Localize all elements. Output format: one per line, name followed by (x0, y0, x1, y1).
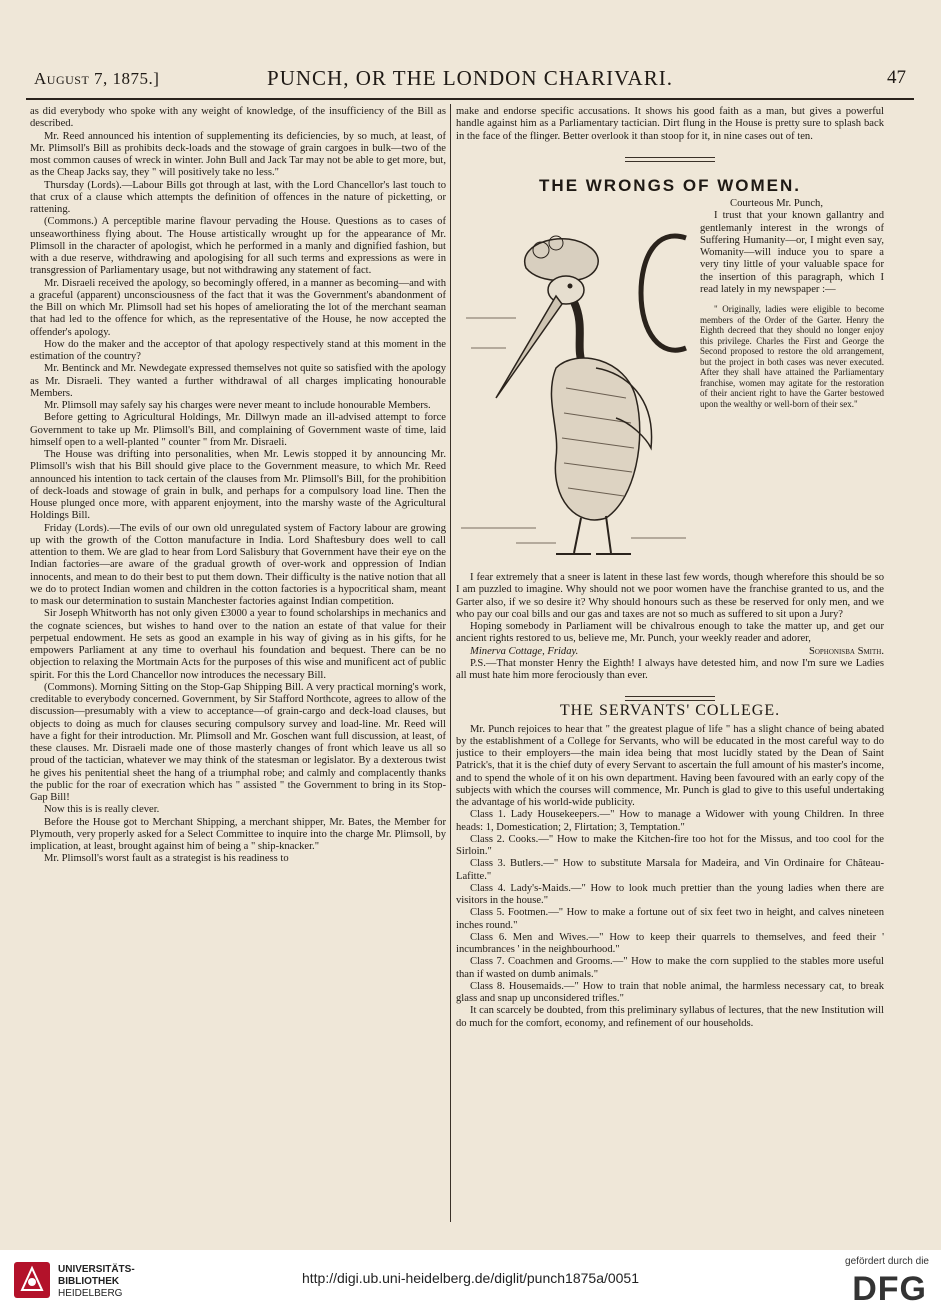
class-item: Class 3. Butlers.—" How to substitute Marsala for Madeira, and Vin Ordinaire for Château-Lafitte." (456, 858, 884, 882)
paragraph: How do the maker and the acceptor of that apology respectively stand at this moment in the estimation of the country? (30, 338, 446, 362)
column-divider (450, 104, 451, 1222)
paragraph: (Commons). Morning Sitting on the Stop-Gap Shipping Bill. A very practical morning's work, creditable to everybody concerned. Government, by Sir Stafford Northcote, agrees to allow of the discussion—presumably with a view to acceptance—of grain-cargo and deck-load clauses, but objects to doing as much for clauses securing compulsory survey and load-line. Mr. Reed will have a fight for their introduction. Mr. Plimsoll and Mr. Goschen want full discussion, at least, of these clauses. Mr. Disraeli made one of those masterly changes of front which leave us all so proud of the tactician, whatever we may think of the statesman or legislator. By a dexterous twist he gives his penitential sheet the hang of a triumphal robe; and calmly and complacently thanks the public for the roar of execration which has " assisted " the Government to bring in its Stop-Gap Bill! (30, 681, 446, 803)
dfg-logo: DFG (852, 1270, 927, 1308)
signature-row (456, 646, 884, 658)
page-number: 47 (887, 67, 906, 88)
paragraph: I trust that your known gallantry and gentlemanly interest in the wrongs of Suffering Humanity—or, I might even say, Womanity—will induce you to spare a very tiny little of your valuable space for the insertion of this paragraph, which I read lately in my newspaper :— (700, 210, 884, 295)
paragraph: Mr. Plimsoll's worst fault as a strategist is his readiness to (44, 853, 289, 865)
class-item: Class 6. Men and Wives.—" How to keep their quarrels to themselves, and feed their ' incumbrances ' in the neighbourhood." (456, 931, 884, 955)
left-column (30, 106, 446, 1222)
class-item: Class 2. Cooks.—" How to make the Kitchen-fire too hot for the Missus, and too cool for the Sirloin." (456, 833, 884, 857)
paragraph: Mr. Disraeli received the apology, so becomingly offered, in a manner as becoming—and with a graceful (apparent) unconsciousness of the fact that it was the Government's abandonment of the Bill on which Mr. Plimsoll had set his hopes of ameliorating the lot of the merchant seaman that had led to the offence for which, as the representative of the House, he now accepted the offender's apology. (30, 277, 446, 338)
header-title: PUNCH, OR THE LONDON CHARIVARI. (267, 66, 673, 90)
paragraph: It can scarcely be doubted, from this preliminary syllabus of lectures, that the new Institution will do much for the comfort, economy, and refinement of our households. (456, 1005, 884, 1029)
salutation: Courteous Mr. Punch, (730, 198, 823, 209)
source-url-link[interactable]: http://digi.ub.uni-heidelberg.de/diglit/punch1875a/0051 (301, 1270, 640, 1286)
section-rule (625, 157, 715, 162)
class-item: Class 5. Footmen.—" How to make a fortune out of six feet two in height, and calves nineteen inches round." (456, 907, 884, 931)
section-rule (625, 696, 715, 701)
paragraph: Before getting to Agricultural Holdings, Mr. Dillwyn made an ill-advised attempt to force Government to take up Mr. Plimsoll's Bill, and complaining of Government waste of time, laid himself open to a well-planted " counter " from Mr. Disraeli. (30, 412, 446, 448)
page-header (26, 64, 914, 100)
paragraph: Now this is is really clever. (44, 804, 160, 816)
right-column (456, 106, 884, 1222)
class-item: Class 8. Housemaids.—" How to train that noble animal, the harmless necessary cat, to break glass and snap up unconsidered trifles." (456, 980, 884, 1004)
paragraph: P.S.—That monster Henry the Eighth! I always have detested him, and now I'm sure we Ladies all must hate him more ferociously than ever. (456, 657, 884, 681)
funded-by-label: gefördert durch die (845, 1256, 929, 1267)
paragraph: Hoping somebody in Parliament will be chivalrous enough to take the matter up, and get our ancient rights restored to us, believe me, Mr. Punch, your weekly reader and adorer, (456, 621, 884, 645)
paragraph: Mr. Reed announced his intention of supplementing its deficiencies, by so much, at least, of Mr. Plimsoll's Bill as prohibits deck-loads and the stowage of grain cargoes in bulk—two of the most common causes of wreck in winter. John Bull and Jack Tar may not be able to get more, but, as the Cheap Jacks say, they " will positively take no less." (30, 130, 446, 179)
library-line: BIBLIOTHEK (58, 1276, 120, 1287)
quoted-paragraph: " Originally, ladies were eligible to become members of the Order of the Garter. Henry the Eighth decreed that they should no longer enjoy this privilege. Charles the First and George the Second proposed to restore the old arrangement, but the project in both cases was never executed. After they shall have attained the Parliamentary franchise, women may agitate for the restoration of their ancient right to have the Garter bestowed upon the wealthy or well-born of their sex." (700, 304, 884, 409)
class-item: Class 7. Coachmen and Grooms.—" How to make the corn supplied to the stables more useful than if wasted on dumb animals." (456, 956, 884, 980)
paragraph: Mr. Punch rejoices to hear that " the greatest plague of life " has a slight chance of being abated by the establishment of a College for Servants, who will be educated in the most careful way to do justice to their employers—the main idea being that most lucidly stated by the Dean of Saint Patrick's, that it is the chief duty of every Servant to ascertain the full amount of his master's income, and to spend the whole of it on his own department. Having been favoured with an early copy of the subjects with which the courses will commence, Mr. Punch is glad to give to this useful undertaking the advantage of his world-wide publicity. (456, 723, 884, 808)
paragraph: Mr. Plimsoll may safely say his charges were never meant to include honourable Members. (44, 400, 431, 411)
wrongs-illustration-block (456, 198, 884, 568)
crane-woman-illustration (456, 198, 696, 568)
paragraph: Thursday (Lords).—Labour Bills got through at last, with the Lord Chancellor's last touch to that crux of a clause which attempts the definition of offences in the nature of picketting, or rattening. (30, 179, 446, 215)
paragraph: Mr. Bentinck and Mr. Newdegate expressed themselves not quite so satisfied with the apology as Mr. Disraeli. They wanted a further withdrawal of all charges implicating honourable Members. (30, 363, 446, 399)
class-item: Class 1. Lady Housekeepers.—" How to manage a Widower with young Children. In three heads: 1, Domestication; 2, Flirtation; 3, Temptation." (456, 809, 884, 833)
paragraph: I fear extremely that a sneer is latent in these last few words, though wherefore this should be so I am puzzled to imagine. Why should not we poor women have the franchise granted to us, and the Garter also, if we so desire it? Why should honours such as these be reserved for only men, and we who pay our coal bills and our gas and taxes are not so much as suffered to sit upon a Jury? (456, 572, 884, 620)
wrongs-letter-intro (700, 198, 884, 409)
paragraph: make and endorse specific accusations. It shows his good faith as a man, but gives a powerful handle against him as a Parliamentary tactician. Dirt flung in the House is pretty sure to splash back in the face of the flinger. Better overlook it than stoop for it, in nine cases out of ten. (456, 106, 884, 142)
class-item: Class 4. Lady's-Maids.—" How to look much prettier than the young ladies when there are visitors in the house." (456, 882, 884, 906)
section-title-servants: THE SERVANTS' COLLEGE. (559, 702, 781, 720)
paragraph: Friday (Lords).—The evils of our own old unregulated system of Factory labour are growing up with the growth of the Cotton manufacture in India. Lord Shaftesbury does well to call attention to them. We are glad to hear from Lord Salisbury that Government have their eye on the Indian factories—are aware of the gradual growth of over-work and oppression of Indian innocents, and mean to do their best to put them down. Their difficulty is the native notion that all we do to protect Indian women and children in the cotton factories is a hypocritical sham, meant to mask our determination to sustain Manchester factories against Indian competition. (30, 522, 446, 607)
paragraph: Sir Joseph Whitworth has not only given £3000 a year to found scholarships in mechanics and the cognate sciences, but wishes to hand over to the nation an estate of that value for their perpetual endowment. He sets as good an example in his way of giving as in his gifts, for he empowers Parliament at any time to overhaul his foundation and bequest. There can be no objection to relaxing the Mortmain Acts for the purposes of this wise and munificent act of public spirit. For this the Lord Chancellor now introduces the necessary Bill. (30, 608, 446, 681)
letter-place: Minerva Cottage, Friday. (470, 645, 579, 657)
library-line: HEIDELBERG (58, 1288, 123, 1299)
paragraph: The House was drifting into personalities, when Mr. Lewis stopped it by announcing Mr. Plimsoll's wish that his Bill should give place to the Government measure, to which Mr. Reed announced his intention to tack certain of the clauses from Mr. Plimsoll's Bill, for the prohibition of deck-loads and stowage of grain in bulk, and perhaps for a compulsory load line. Then the House plunged once more, with apparent enjoyment, into the marshy waste of the Agricultural Holdings Bill. (30, 449, 446, 522)
paragraph: (Commons.) A perceptible marine flavour pervading the House. Questions as to cases of unseaworthiness flying about. The House artistically wrought up for the appearance of Mr. Plimsoll in the character of apologist, which he performed in a manly and dignified fashion, but with a due reserve, withdrawing and apologising for all such terms and expressions as were in transgression of Parliamentary usage, but not withdrawing any statement of fact. (30, 216, 446, 277)
header-date: August 7, 1875.] (34, 69, 160, 88)
library-line: UNIVERSITÄTS- (58, 1264, 135, 1275)
paragraph: as did everybody who spoke with any weight of knowledge, of the insufficiency of the Bill as described. (30, 106, 446, 130)
digitization-footer (0, 1250, 941, 1312)
letter-signature: Sophonisba Smith. (808, 645, 884, 657)
paragraph: Before the House got to Merchant Shipping, a merchant shipper, Mr. Bates, the Member for Plymouth, very properly asked for a Select Committee to inquire into the charge Mr. Plimsoll, by implication, at least, brought against him of being a " ship-knacker." (30, 816, 446, 852)
section-title-wrongs: THE WRONGS OF WOMEN. (539, 175, 801, 195)
